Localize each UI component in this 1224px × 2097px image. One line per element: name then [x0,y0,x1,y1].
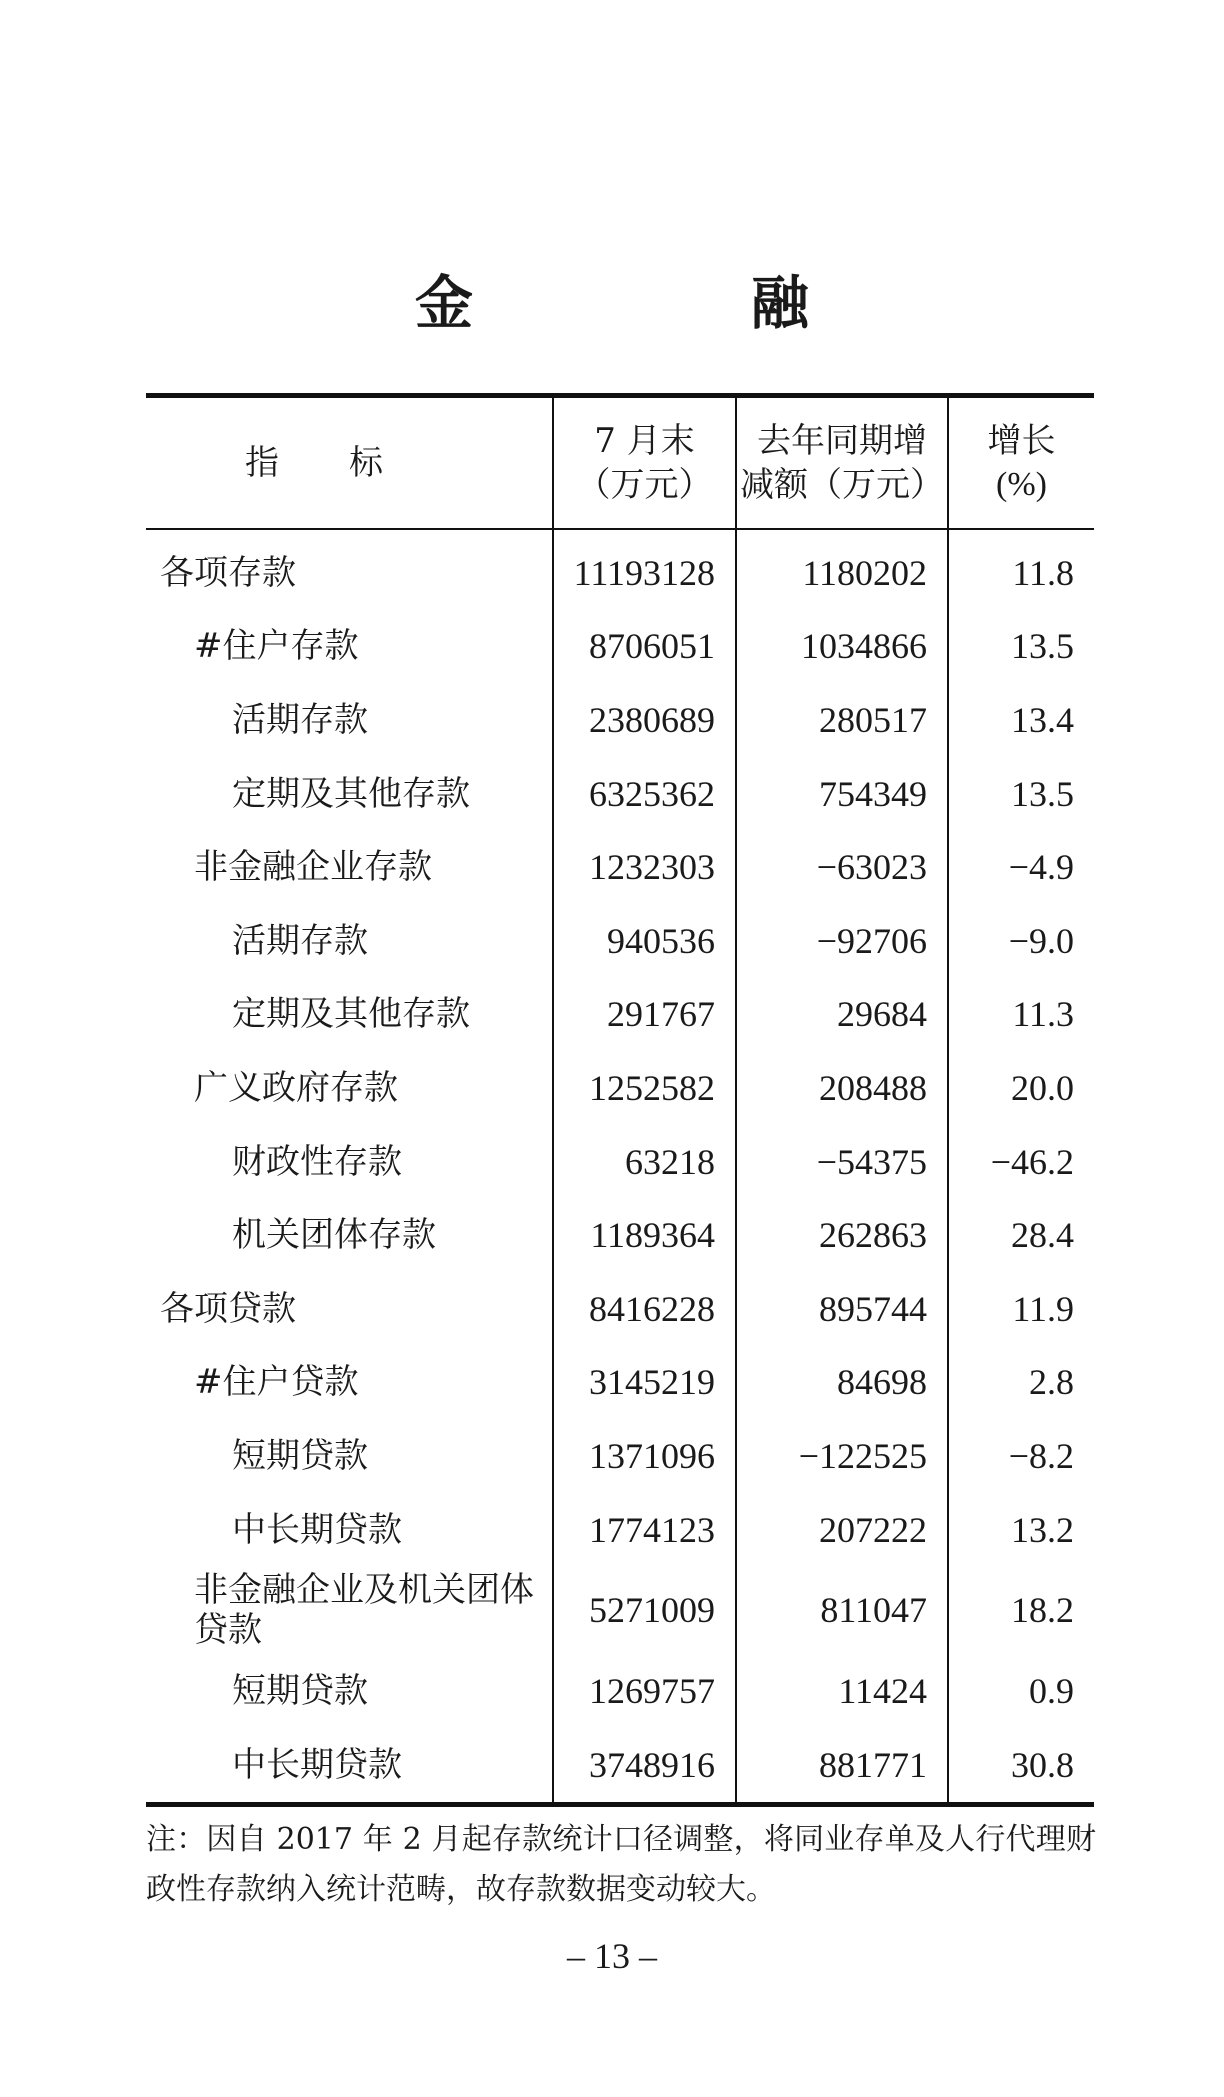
row-label: 财政性存款 [232,1141,402,1182]
row-july-value: 5271009 [553,1566,736,1654]
row-july-value: 63218 [553,1125,736,1199]
table-row [146,1272,1094,1346]
row-yoy-change: 280517 [736,683,948,757]
row-yoy-change: 262863 [736,1198,948,1272]
row-growth: 13.4 [948,683,1094,757]
row-yoy-change: 881771 [736,1728,948,1804]
row-july-value: 8706051 [553,610,736,684]
table-row [146,1566,1094,1654]
row-yoy-change: 29684 [736,978,948,1052]
row-label: 活期存款 [232,699,368,740]
table-row [146,1728,1094,1804]
row-growth: 20.0 [948,1051,1094,1125]
table-row [146,610,1094,684]
row-yoy-change: −63023 [736,830,948,904]
row-label: 中长期贷款 [232,1509,402,1550]
row-yoy-change: 208488 [736,1051,948,1125]
table-row [146,1493,1094,1567]
row-yoy-change: 895744 [736,1272,948,1346]
finance-table [146,393,1094,1807]
row-yoy-change: −122525 [736,1419,948,1493]
row-growth: 0.9 [948,1654,1094,1728]
row-july-value: 1189364 [553,1198,736,1272]
row-growth: −46.2 [948,1125,1094,1199]
row-july-value: 1371096 [553,1419,736,1493]
row-july-value: 3748916 [553,1728,736,1804]
row-growth: −8.2 [948,1419,1094,1493]
row-label: 非金融企业存款 [194,847,432,888]
row-july-value: 940536 [553,904,736,978]
row-growth: 13.2 [948,1493,1094,1567]
row-label: 机关团体存款 [232,1215,436,1256]
row-label: 非金融企业及机关团体贷款 [194,1570,534,1651]
row-july-value: 1269757 [553,1654,736,1728]
row-growth: −9.0 [948,904,1094,978]
row-label: #住户贷款 [194,1362,359,1403]
row-growth: −4.9 [948,830,1094,904]
row-july-value: 6325362 [553,757,736,831]
row-label: 定期及其他存款 [232,773,470,814]
row-july-value: 1252582 [553,1051,736,1125]
row-yoy-change: −54375 [736,1125,948,1199]
table-row [146,978,1094,1052]
header-growth: 增长 (%) [948,396,1094,530]
page-number: – 13 – [567,1936,657,1976]
row-july-value: 1774123 [553,1493,736,1567]
row-yoy-change: 84698 [736,1346,948,1420]
table-row [146,1654,1094,1728]
header-july-end: 7 月末 （万元） [553,396,736,530]
row-growth: 18.2 [948,1566,1094,1654]
row-label: 短期贷款 [232,1435,368,1476]
table-row [146,1346,1094,1420]
row-growth: 11.3 [948,978,1094,1052]
row-growth: 2.8 [948,1346,1094,1420]
row-july-value: 11193128 [553,529,736,610]
row-july-value: 2380689 [553,683,736,757]
row-label: 活期存款 [232,920,368,961]
row-label: #住户存款 [194,626,359,667]
row-yoy-change: 811047 [736,1566,948,1654]
table-row [146,529,1094,610]
row-growth: 28.4 [948,1198,1094,1272]
table-row [146,683,1094,757]
table-row [146,757,1094,831]
row-label: 各项贷款 [160,1288,296,1329]
table-header-row [146,396,1094,530]
row-label: 短期贷款 [232,1671,368,1712]
row-yoy-change: −92706 [736,904,948,978]
header-yoy-change: 去年同期增 减额（万元） [736,396,948,530]
table-row [146,1051,1094,1125]
row-yoy-change: 1180202 [736,529,948,610]
row-july-value: 3145219 [553,1346,736,1420]
row-yoy-change: 1034866 [736,610,948,684]
footnote: 注：因自 2017 年 2 月起存款统计口径调整，将同业存单及人行代理财政性存款纳入统计范畴，故存款数据变动较大。 [146,1822,1096,1907]
table-row [146,830,1094,904]
row-growth: 11.8 [948,529,1094,610]
row-july-value: 1232303 [553,830,736,904]
row-label: 各项存款 [160,552,296,593]
row-label: 中长期贷款 [232,1744,402,1785]
header-indicator: 指标 [146,396,553,530]
table-row [146,1125,1094,1199]
row-growth: 11.9 [948,1272,1094,1346]
row-july-value: 8416228 [553,1272,736,1346]
row-label: 广义政府存款 [194,1067,398,1108]
row-label: 定期及其他存款 [232,994,470,1035]
row-growth: 13.5 [948,757,1094,831]
row-yoy-change: 754349 [736,757,948,831]
table-row [146,904,1094,978]
row-growth: 30.8 [948,1728,1094,1804]
row-yoy-change: 11424 [736,1654,948,1728]
table-row [146,1419,1094,1493]
page-title: 金 融 [414,269,919,337]
table-row [146,1198,1094,1272]
row-yoy-change: 207222 [736,1493,948,1567]
row-growth: 13.5 [948,610,1094,684]
row-july-value: 291767 [553,978,736,1052]
